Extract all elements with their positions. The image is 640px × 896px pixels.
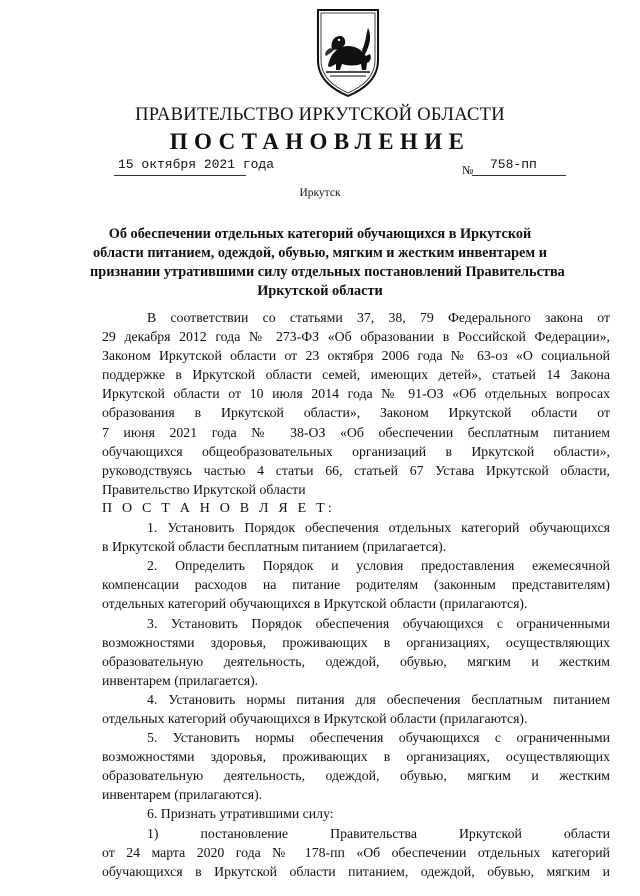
document-city: Иркутск [299,187,341,199]
number-underline [472,175,566,176]
heading-line: Об обеспечении отдельных категорий обучающихся в Иркутской [108,226,532,242]
text-line: 4. Установить нормы питания для обеспечения бесплатным питанием [147,691,610,707]
text-line: обучающихся в Иркутской области питанием, одеждой, обувью, мягким и [102,863,610,879]
text-line: возможностями здоровья, проживающих в организациях, осуществляющих [102,634,610,650]
item-paragraph-2 [102,556,610,613]
text-line: компенсации расходов на питание родителям (законным представителям) [102,577,610,593]
text-line: Законом Иркутской области от 23 октября 2006 года № 63-оз «О социальной [102,348,610,364]
heading-line: Иркутской области [257,283,383,299]
text-line: 7 июня 2021 года № 38-ОЗ «Об обеспечении бесплатным питанием [102,424,610,440]
text-line: 3. Установить Порядок обеспечения обучающихся с ограниченными [147,615,610,631]
text-line: 29 декабря 2012 года № 273-ФЗ «Об образовании в Российской Федерации», [102,329,610,345]
text-line: возможностями здоровья, проживающих в организациях, осуществляющих [102,749,610,765]
document-number: 758-пп [490,157,537,172]
coat-of-arms-emblem [312,6,384,98]
text-line: 6. Признать утратившими силу: [147,806,334,822]
text-line: Правительство Иркутской области [102,481,306,497]
document-heading [90,225,565,301]
date-underline [114,175,246,176]
item-paragraph-3 [102,614,610,690]
decree-word: П О С Т А Н О В Л Я Е Т: [102,500,335,516]
text-line: поддержке в Иркутской области семей, имеющих детей», статьей 14 Закона [102,367,610,383]
text-line: инвентарем (прилагается). [102,672,259,688]
text-line: отдельных категорий обучающихся в Иркутской области (прилагаются). [102,596,528,612]
preamble-paragraph [102,308,610,499]
text-line: инвентарем (прилагаются). [102,787,263,803]
text-line: 1) постановление Правительства Иркутской области [147,825,610,841]
government-title: ПРАВИТЕЛЬСТВО ИРКУТСКОЙ ОБЛАСТИ [135,105,505,125]
text-line: от 24 марта 2020 года № 178-пп «Об обеспечении отдельных категорий [102,844,610,860]
text-line: отдельных категорий обучающихся в Иркутской области (прилагаются). [102,710,528,726]
text-line: В соответствии со статьями 37, 38, 79 Федерального закона от [147,310,610,325]
text-line: 2. Определить Порядок и условия предоставления ежемесячной [147,558,610,574]
item-paragraph-6 [102,804,610,823]
document-body [102,308,610,881]
heading-line: области питанием, одеждой, обувью, мягким и жестким инвентарем и [93,245,547,261]
document-date: 15 октября 2021 года [118,157,275,172]
text-line: Иркутской области от 10 июля 2014 года № 91-ОЗ «Об отдельных вопросах [102,386,610,402]
subitem-paragraph-6-1 [102,824,610,881]
text-line: образования в Иркутской области», Законом Иркутской области от [102,405,610,421]
item-paragraph-5 [102,728,610,804]
text-line: обучающихся общеобразовательных организаций в Иркутской области», [102,443,610,459]
text-line: образовательную деятельность, одеждой, обувью, мягким и жестким [102,653,610,669]
text-line: 5. Установить нормы обеспечения обучающихся с ограниченными [147,730,610,746]
text-line: в Иркутской области бесплатным питанием (прилагается). [102,539,447,555]
text-line: 1. Установить Порядок обеспечения отдельных категорий обучающихся [147,520,610,536]
text-line: руководствуясь частью 4 статьи 66, статьей 67 Устава Иркутской области, [102,462,610,478]
heading-line: признании утратившими силу отдельных постановлений Правительства [90,264,565,280]
text-line: образовательную деятельность, одеждой, обувью, мягким и жестким [102,768,610,784]
number-sign: № [462,163,474,177]
document-type-title: ПОСТАНОВЛЕНИЕ [169,129,471,154]
item-paragraph-4 [102,690,610,728]
item-paragraph-1 [102,518,610,556]
